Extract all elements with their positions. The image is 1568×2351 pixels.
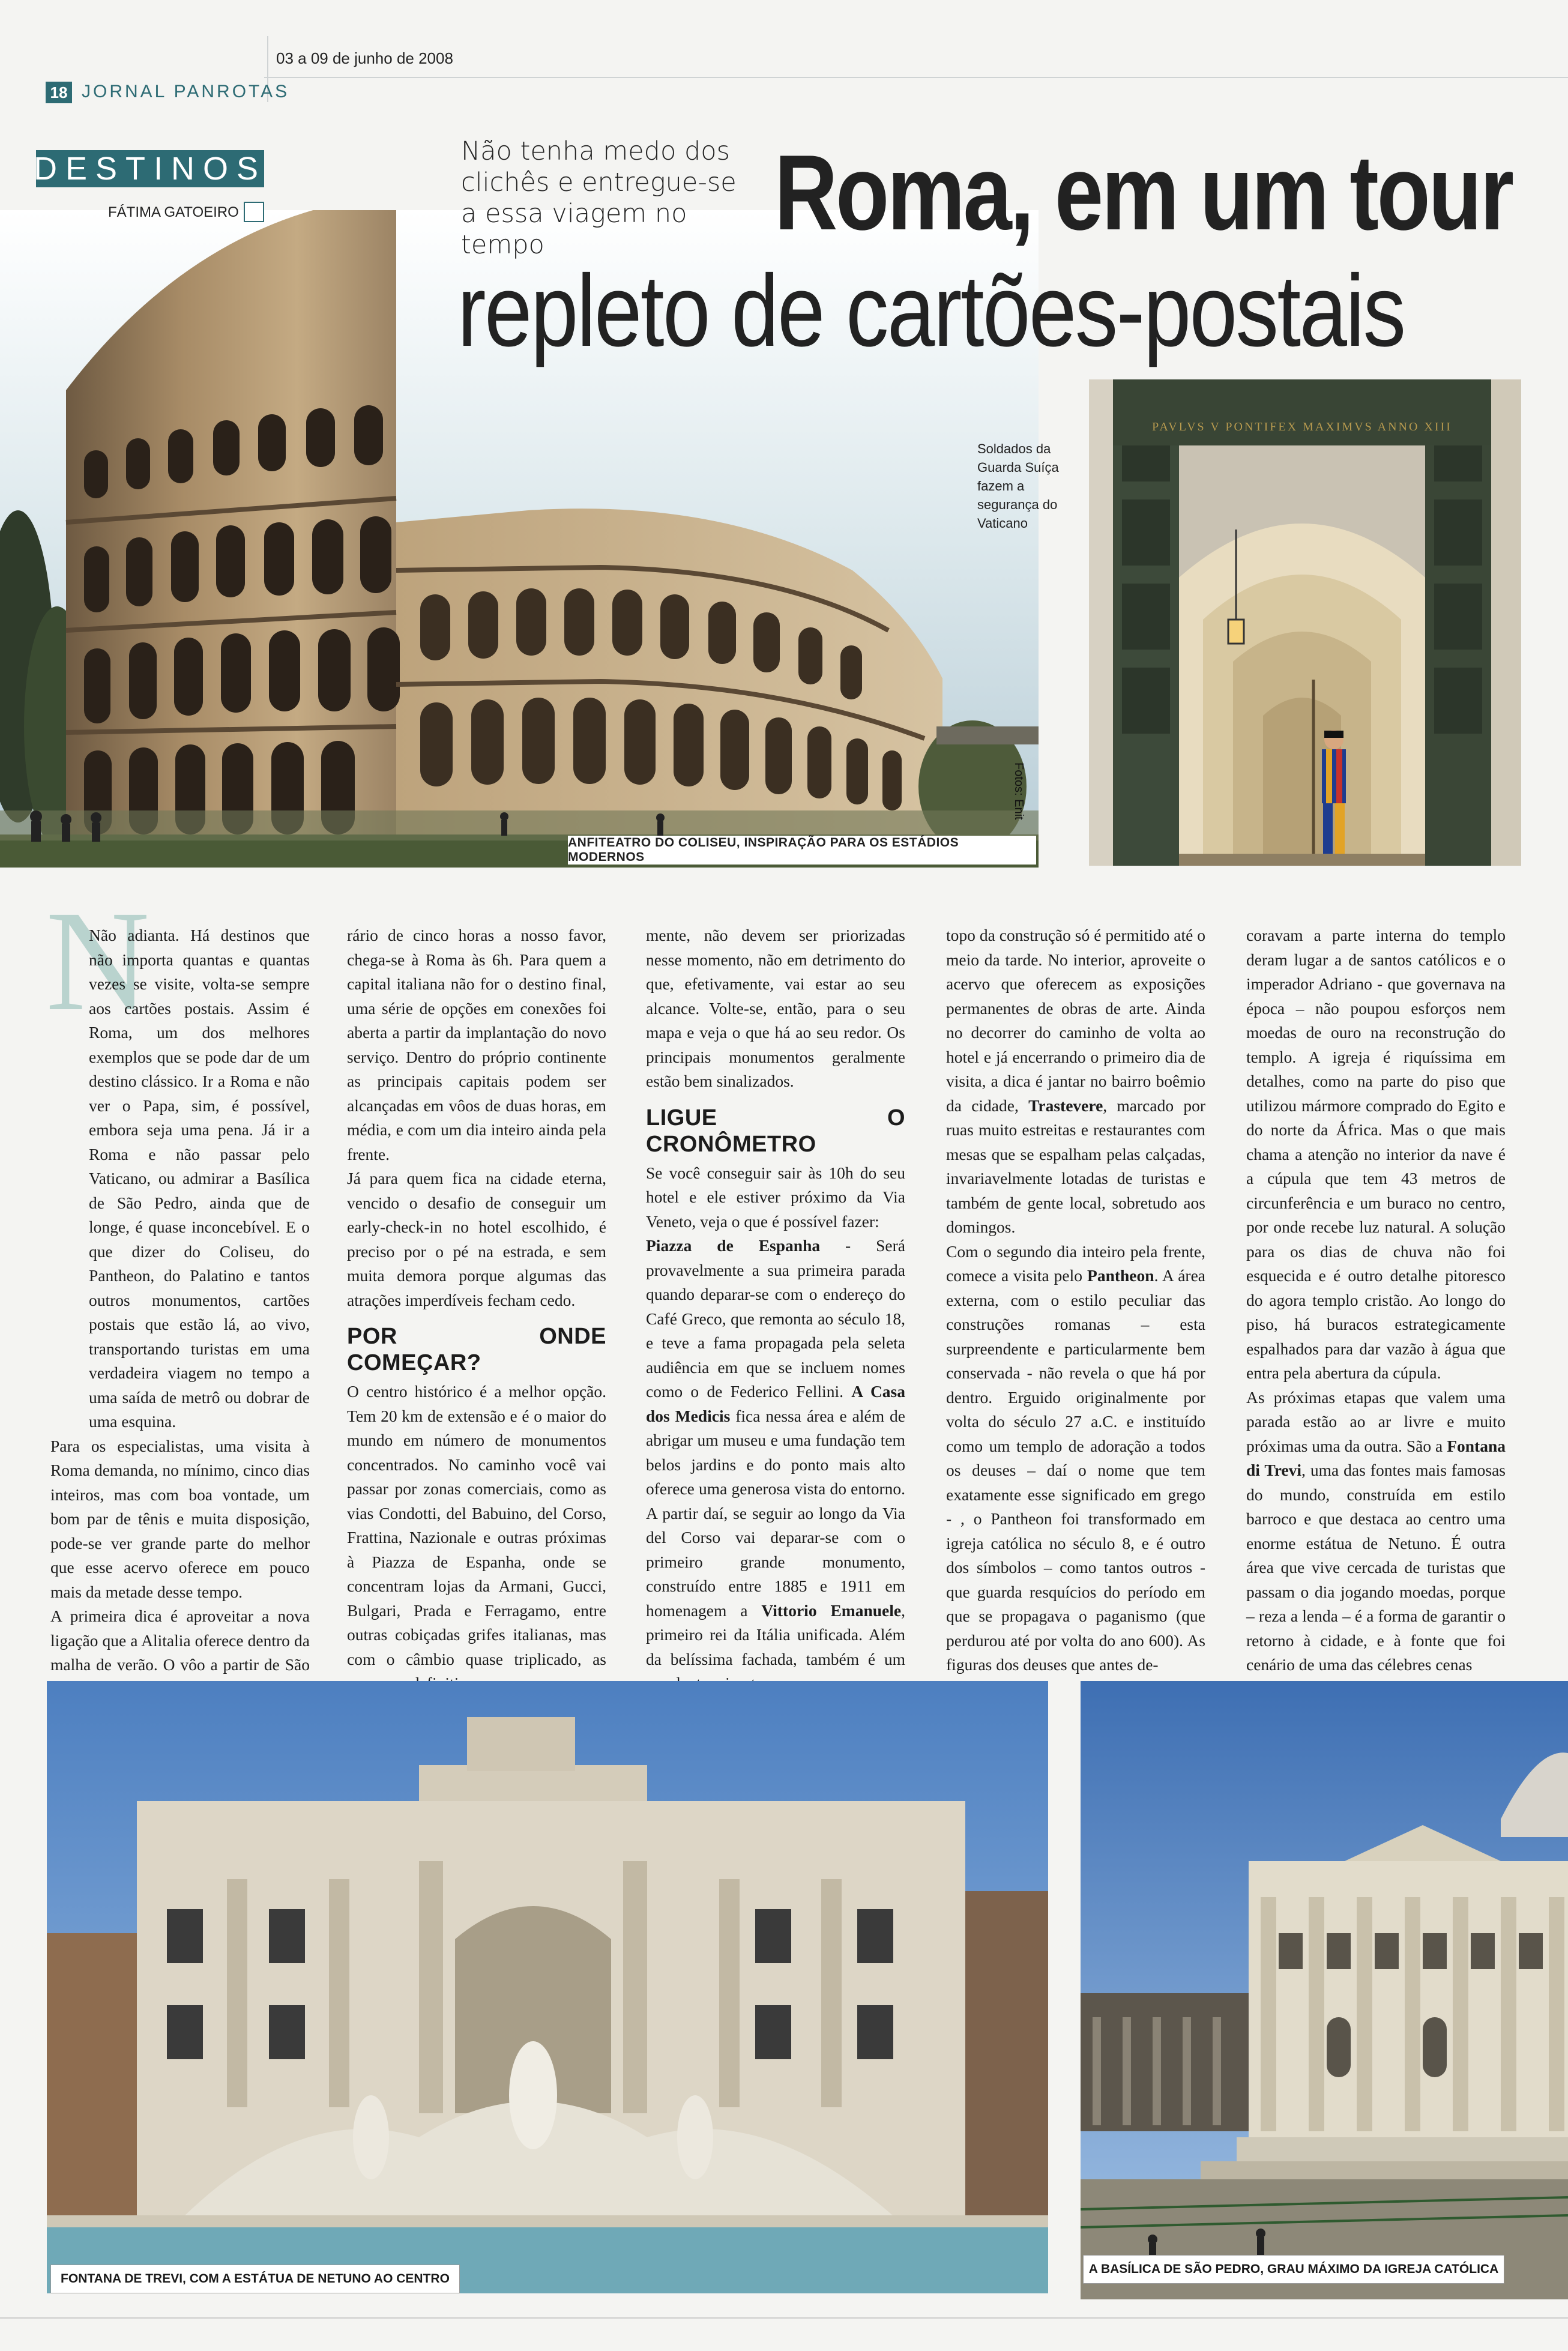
headline-line-2: repleto de cartões-postais [457,254,1405,368]
article-text: As próximas etapas que valem uma parada estão ao ar livre e muito próximas uma da outra. São a [1246,1387,1506,1455]
door-inscription: PAVLVS V PONTIFEX MAXIMVS ANNO XIII [1152,420,1452,433]
article-paragraph: coravam a parte interna do templo deram lugar a de santos católicos e o imperador Adriano - que governava na época – não poupou esforços nem moedas de ouro na reconstrução do templo. A igreja é riquíssima em detalhes, como na parte do piso que utilizou mármore comprado do Egito e do norte da África. Mas o que mais chama a atenção no interior da nave é a cúpula que tem 43 metros de circunferência e um buraco no centro, por onde recebe luz natural. A solução para os dias de chuva não foi esquecida e é outro detalhe pitoresco do agora templo cristão. Ao longo do piso, há buracos estrategicamente espalhados para dar vazão à água que entra pela abertura da cúpula. [1246,926,1506,1382]
swiss-guard-photo [1089,379,1521,866]
article-paragraph: A primeira dica é aproveitar a nova ligação que a Alitalia oferece dentro da malha de verão. O vôo a partir de São [50,1607,310,1674]
article-text: - Será provavelmente a sua primeira parada quando deparar-se com o endereço do Café Greco, que remonta ao século 18, e teve a fama propagada pela seleta audiência em que se incluem nomes como o de Federico Fellini. [646,1236,905,1401]
page-bottom-rule [0,2317,1568,2319]
section-label: DESTINOS [33,151,267,187]
swiss-guard-caption: Soldados da Guarda Suíça fazem a segurança do Vaticano [977,441,1059,531]
issue-date: 03 a 09 de junho de 2008 [276,49,453,67]
author-byline: FÁTIMA GATOEIRO [108,204,239,220]
article-text: . A área externa, com o estilo peculiar das construções romanas – esta surpreendente e particularmente bem conservada - não revela o que há por dentro. Erguido originalmente por volta do século 27 a.C. e instituído como um templo de adoração a todos os deuses – daí o nome que tem exatamente esse significado em grego - , o Pantheon foi transformado em igreja católica no século 8, e é outro dos símbolos – como tantos outros - que guarda resquícios do período em que se propagava o paganismo (que perdurou até por volta do ano 600). As figuras dos deuses que antes de- [946,1266,1205,1674]
article-column-3 [646,923,905,1696]
article-paragraph [946,1240,1205,1677]
article-paragraph [1246,1386,1506,1677]
article-column-4 [946,923,1205,1677]
article-paragraph [946,923,1205,1240]
article-paragraph: Já para quem fica na cidade eterna, vencido o desafio de conseguir um early-check-in no hotel escolhido, é preciso por o pé na estrada, e sem muita demora porque algumas das atrações imperdíveis fecham cedo. [347,1169,606,1309]
highlight-term: Piazza de Espanha [646,1236,821,1255]
st-peters-caption: A BASÍLICA DE SÃO PEDRO, GRAU MÁXIMO DA IGREJA CATÓLICA [1083,2255,1504,2284]
trevi-caption: FONTANA DE TREVI, COM A ESTÁTUA DE NETUNO AO CENTRO [50,2265,460,2293]
highlight-term: Trastevere [1028,1096,1103,1115]
photo-credit: Fotos: Enit [1012,762,1025,820]
header-rule [264,77,1568,78]
coliseum-caption: ANFITEATRO DO COLISEU, INSPIRAÇÃO PARA OS ESTÁDIOS MODERNOS [568,836,1036,865]
article-column-1 [50,923,310,1799]
article-paragraph: O centro histórico é a melhor opção. Tem 20 km de extensão e é o maior do mundo em número de monumentos concentrados. No caminho você vai passar por zonas comerciais, como as vias Condotti, del Babuino, del Corso, Frattina, Nazionale e outras próximas à Piazza de Espanha, onde se concentram lojas da Armani, Gucci, Bulgari, Prada e Ferragamo, entre outras cobiçadas grifes italianas, mas com o câmbio quase triplicado, as [347,1382,606,1668]
article-paragraph: Se você conseguir sair às 10h do seu hotel e ele estiver próximo da Via Veneto, veja o que é possível fazer: [646,1163,905,1231]
highlight-term: Vittorio Emanuele [761,1601,902,1620]
article-text: Com o segundo dia inteiro pela frente, comece a visita pelo [946,1242,1205,1285]
article-paragraph [646,1234,905,1696]
article-text: fica nessa área e além de abrigar um museu e uma fundação tem belos jardins e do ponto mais alto oferece uma generosa vista do entorno. A partir daí, se seguir ao longo da Via del Corso vai deparar-se com o primeiro grande monumento, construído entre 1885 e 1911 em homenagem a [646,1406,905,1620]
st-peters-basilica-photo [1081,1681,1568,2299]
article-text: , uma das fontes mais famosas do mundo, construída em estilo barroco e que destaca ao centro uma enorme estátua de Netuno. É outra área que vive cercada de turistas que passam o dia jogando moedas, porque – reza a lenda – é a forma de garantir o retorno à cidade, e à fonte que foi cenário de uma das célebres cenas [1246,1461,1506,1674]
headline-line-1: Roma, em um tour [774,133,1512,252]
article-paragraph: rário de cinco horas a nosso favor, chega-se à Roma às 6h. Para quem a capital italiana não for o destino final, uma série de opções em conexões foi aberta a partir da implantação do novo serviço. Dentro do próprio continente as principais capitais podem ser alcançadas em vôos de duas horas, em média, e com um dia inteiro ainda pela frente. [347,926,606,1163]
article-text: , marcado por ruas muito estreitas e restaurantes com mesas que se espalham pelas calçadas, invariavelmente lotadas de turistas e também de gente local, sobretudo aos domingos. [946,1096,1205,1236]
highlight-term: Fontana di Trevi [1246,1436,1506,1479]
article-text: , primeiro rei da Itália unificada. Além da belíssima fachada, também é um [646,1601,905,1668]
byline-box-icon [244,202,264,222]
subheading-ligue-o-cronometro: LIGUE O CRONÔMETRO [646,1105,905,1157]
drop-cap: N [46,881,150,1040]
article-paragraph: Não adianta. Há destinos que não importa quantas e quantas vezes se visite, volta-se sempre aos cartões postais. Assim é Roma, um dos melhores exemplos que se pode dar de um destino clássico. Ir a Roma e não ver o Papa, sim, é possível, embora seja uma pena. Já ir a Roma e não passar pelo Vaticano, ou admirar a Basílica de São Pedro, ainda que de longe, é quase inconcebível. E o que dizer do Coliseu, do Pantheon, do Palatino e tantos outros monumentos, cartões postais que estão lá, ao vivo, transportando turistas em uma verdadeira viagem no tempo a uma saída de metrô ou dobrar de uma esquina. [89,926,310,1431]
publication-name: JORNAL PANROTAS [82,82,290,101]
article-column-2 [347,923,606,1696]
article-paragraph: mente, não devem ser priorizadas nesse momento, não em detrimento do que, efetivamente, vai estar ao seu alcance. Volte-se, então, para o seu mapa e veja o que há ao seu redor. Os principais monumentos geralmente estão bem sinalizados. [646,926,905,1090]
trevi-fountain-photo [47,1681,1048,2293]
highlight-term: Pantheon [1087,1266,1154,1285]
highlight-term: A Casa dos Medicis [646,1382,906,1425]
article-paragraph: Para os especialistas, uma visita à Roma demanda, no mínimo, cinco dias inteiros, mas com boa vontade, um bom par de tênis e muita disposição, pode-se ver grande parte do melhor que esse acervo oferece em pouco mais da metade desse tempo. [50,1436,310,1601]
article-column-5 [1246,923,1506,1677]
article-text: topo da construção só é permitido até o meio da tarde. No interior, aproveite o acervo que oferecem as exposições permanentes de obras de arte. Ainda no decorrer do caminho de volta ao hotel e já encerrando o primeiro dia de visita, a dica é jantar no bairro boêmio da cidade, [946,926,1205,1115]
page-number: 18 [46,82,72,103]
subheading-por-onde-comecar: POR ONDE COMEÇAR? [347,1324,606,1375]
headline-kicker: Não tenha medo dos clichês e entregue-se a essa viagem no tempo [461,136,737,260]
